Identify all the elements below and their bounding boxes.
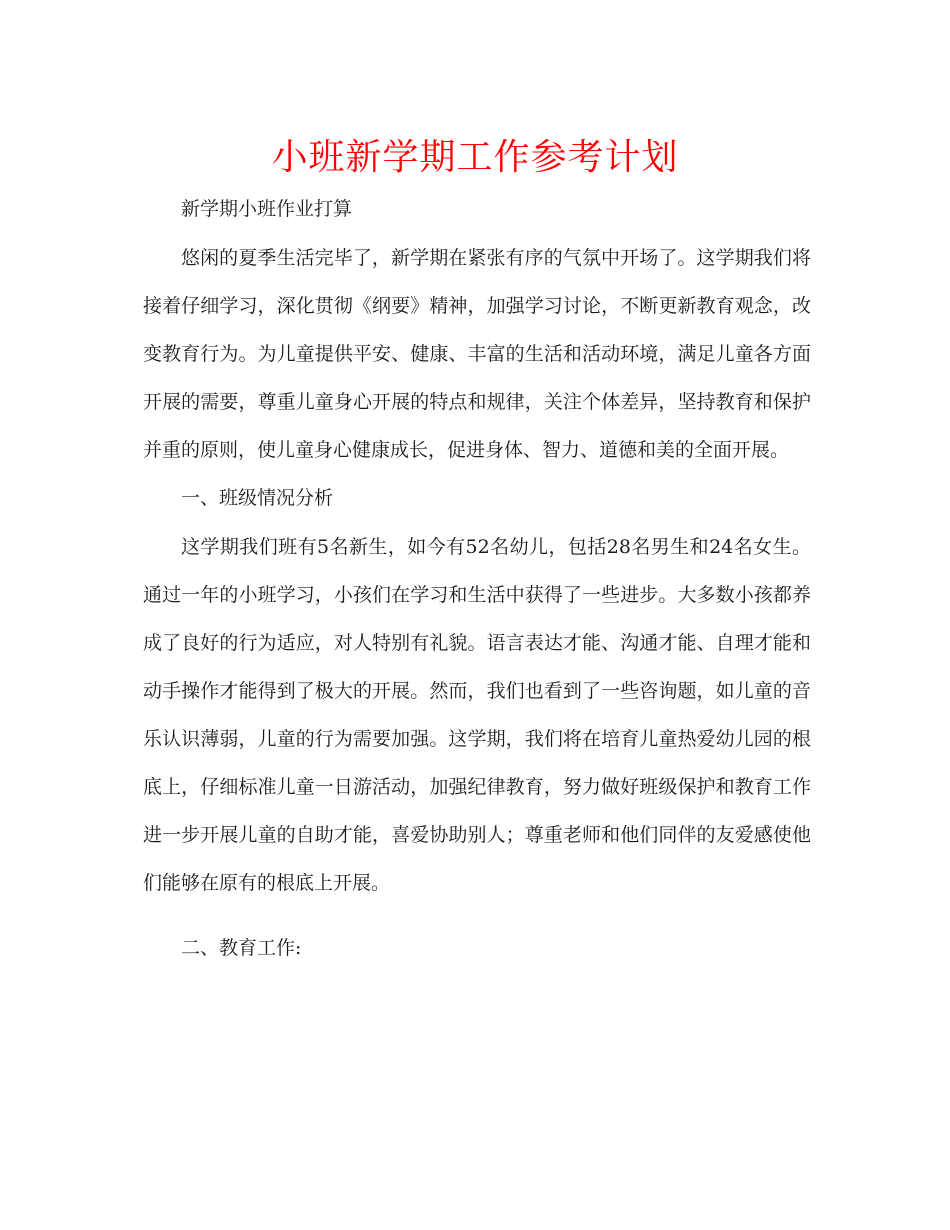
document-subtitle: 新学期小班作业打算 — [181, 198, 353, 220]
document-title: 小班新学期工作参考计划 — [271, 137, 679, 178]
section-heading-class-analysis: 一、班级情况分析 — [181, 487, 334, 509]
class-analysis-paragraph: 这学期我们班有5名新生，如今有52名幼儿，包括28名男生和24名女生。通过一年的小班学习，小孩们在学习和生活中获得了一些进步。大多数小孩都养成了良好的行为适应，对人特别有礼貌。语言表达才能、沟通才能、自理才能和动手操作才能得到了极大的开展。然而，我们也看到了一些咨询题，如儿童的音乐认识薄弱，儿童的行为需要加强。这学期，我们将在培育儿童热爱幼儿园的根底上，仔细标准儿童一日游活动，加强纪律教育，努力做好班级保护和教育工作进一步开展儿童的自助才能，喜爱协助别人；尊重老师和他们同伴的友爱感使他们能够在原有的根底上开展。 — [143, 536, 811, 894]
document-body — [143, 185, 811, 973]
section-heading-education-work: 二、教育工作: — [181, 937, 302, 959]
intro-paragraph: 悠闲的夏季生活完毕了，新学期在紧张有序的气氛中开场了。这学期我们将接着仔细学习，深化贯彻《纲要》精神，加强学习讨论，不断更新教育观念，改变教育行为。为儿童提供平安、健康、丰富的生活和活动环境，满足儿童各方面开展的需要，尊重儿童身心开展的特点和规律，关注个体差异，坚持教育和保护并重的原则，使儿童身心健康成长，促进身体、智力、道德和美的全面开展。 — [143, 247, 811, 461]
